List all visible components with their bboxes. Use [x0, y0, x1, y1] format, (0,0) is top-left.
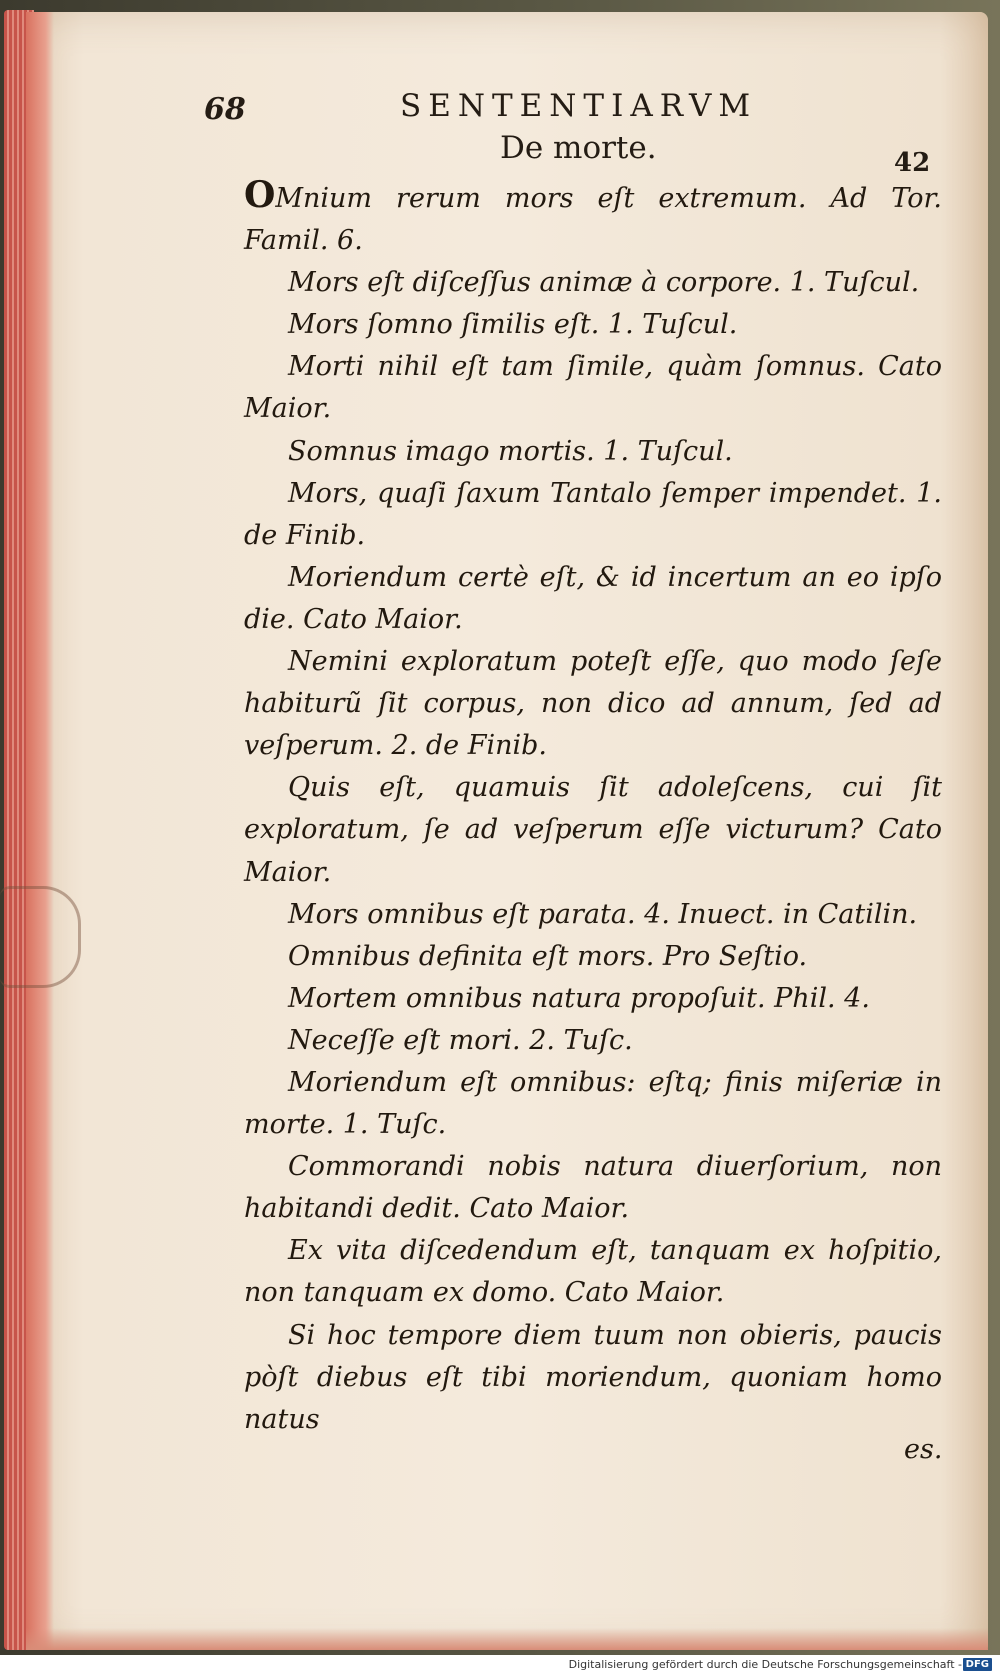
paragraph: Mors omnibus eſt parata. 4. Inuect. in Catilin. [288, 898, 918, 930]
catchword: es. [904, 1434, 943, 1465]
paragraph-first [244, 174, 942, 262]
paragraph: Quis eſt, quamuis ſit adoleſcens, cui ſit exploratum, ſe ad veſperum eſſe victurum? Cato Maior. [244, 772, 942, 888]
section-title: De morte. [500, 130, 657, 166]
paragraph: Commorandi nobis natura diuerſorium, non habitandi dedit. Cato Maior. [244, 1151, 942, 1225]
paragraph: Nemini exploratum poteſt eſſe, quo modo ſeſe habiturũ ſit corpus, non dico ad annum, ſed ad veſperum. 2. de Finib. [244, 646, 942, 762]
footer-credit: Digitalisierung gefördert durch die Deutsche Forschungsgemeinschaft - [568, 1658, 962, 1671]
paragraph: Mors, quaſi ſaxum Tantalo ſemper impendet. 1. de Finib. [244, 477, 942, 551]
paragraph: Mors eſt diſceſſus animæ à corpore. 1. Tuſcul. [288, 267, 920, 299]
paragraph: Moriendum eſt omnibus: eſtq; finis miſeriæ in morte. 1. Tuſc. [244, 1066, 942, 1141]
paragraph: Mortem omnibus natura propoſuit. Phil. 4. [288, 982, 870, 1014]
text-body [244, 174, 942, 1441]
dfg-logo: DFG [963, 1658, 992, 1671]
paragraph: Ex vita diſcedendum eſt, tanquam ex hoſpitio, non tanquam ex domo. Cato Maior. [244, 1235, 942, 1309]
page-number: 68 [204, 92, 246, 127]
paragraph: Si hoc tempore diem tuum non obieris, paucis pòſt diebus eſt tibi moriendum, quoniam homo natus [244, 1319, 942, 1435]
clasp-mark [0, 886, 81, 988]
bottom-edge-shading [26, 1628, 988, 1650]
red-edge-shading [26, 12, 54, 1650]
drop-cap: O [244, 174, 276, 216]
paragraph: Somnus imago mortis. 1. Tuſcul. [288, 435, 733, 467]
paragraph: Mors ſomno ſimilis eſt. 1. Tuſcul. [288, 309, 738, 341]
paragraph: Moriendum certè eſt, & id incertum an eo ipſo die. Cato Maior. [244, 561, 942, 635]
paragraph-first-text: Mnium rerum mors eſt extremum. Ad Tor. Famil. 6. [244, 183, 942, 257]
running-head: SENTENTIARVM [400, 88, 758, 124]
section-number: 42 [894, 148, 931, 178]
paragraph: Neceſſe eſt mori. 2. Tuſc. [288, 1024, 633, 1056]
paragraph: Omnibus definita eſt mors. Pro Seſtio. [288, 940, 808, 972]
paragraph: Morti nihil eſt tam ſimile, quàm ſomnus. Cato Maior. [244, 351, 942, 425]
